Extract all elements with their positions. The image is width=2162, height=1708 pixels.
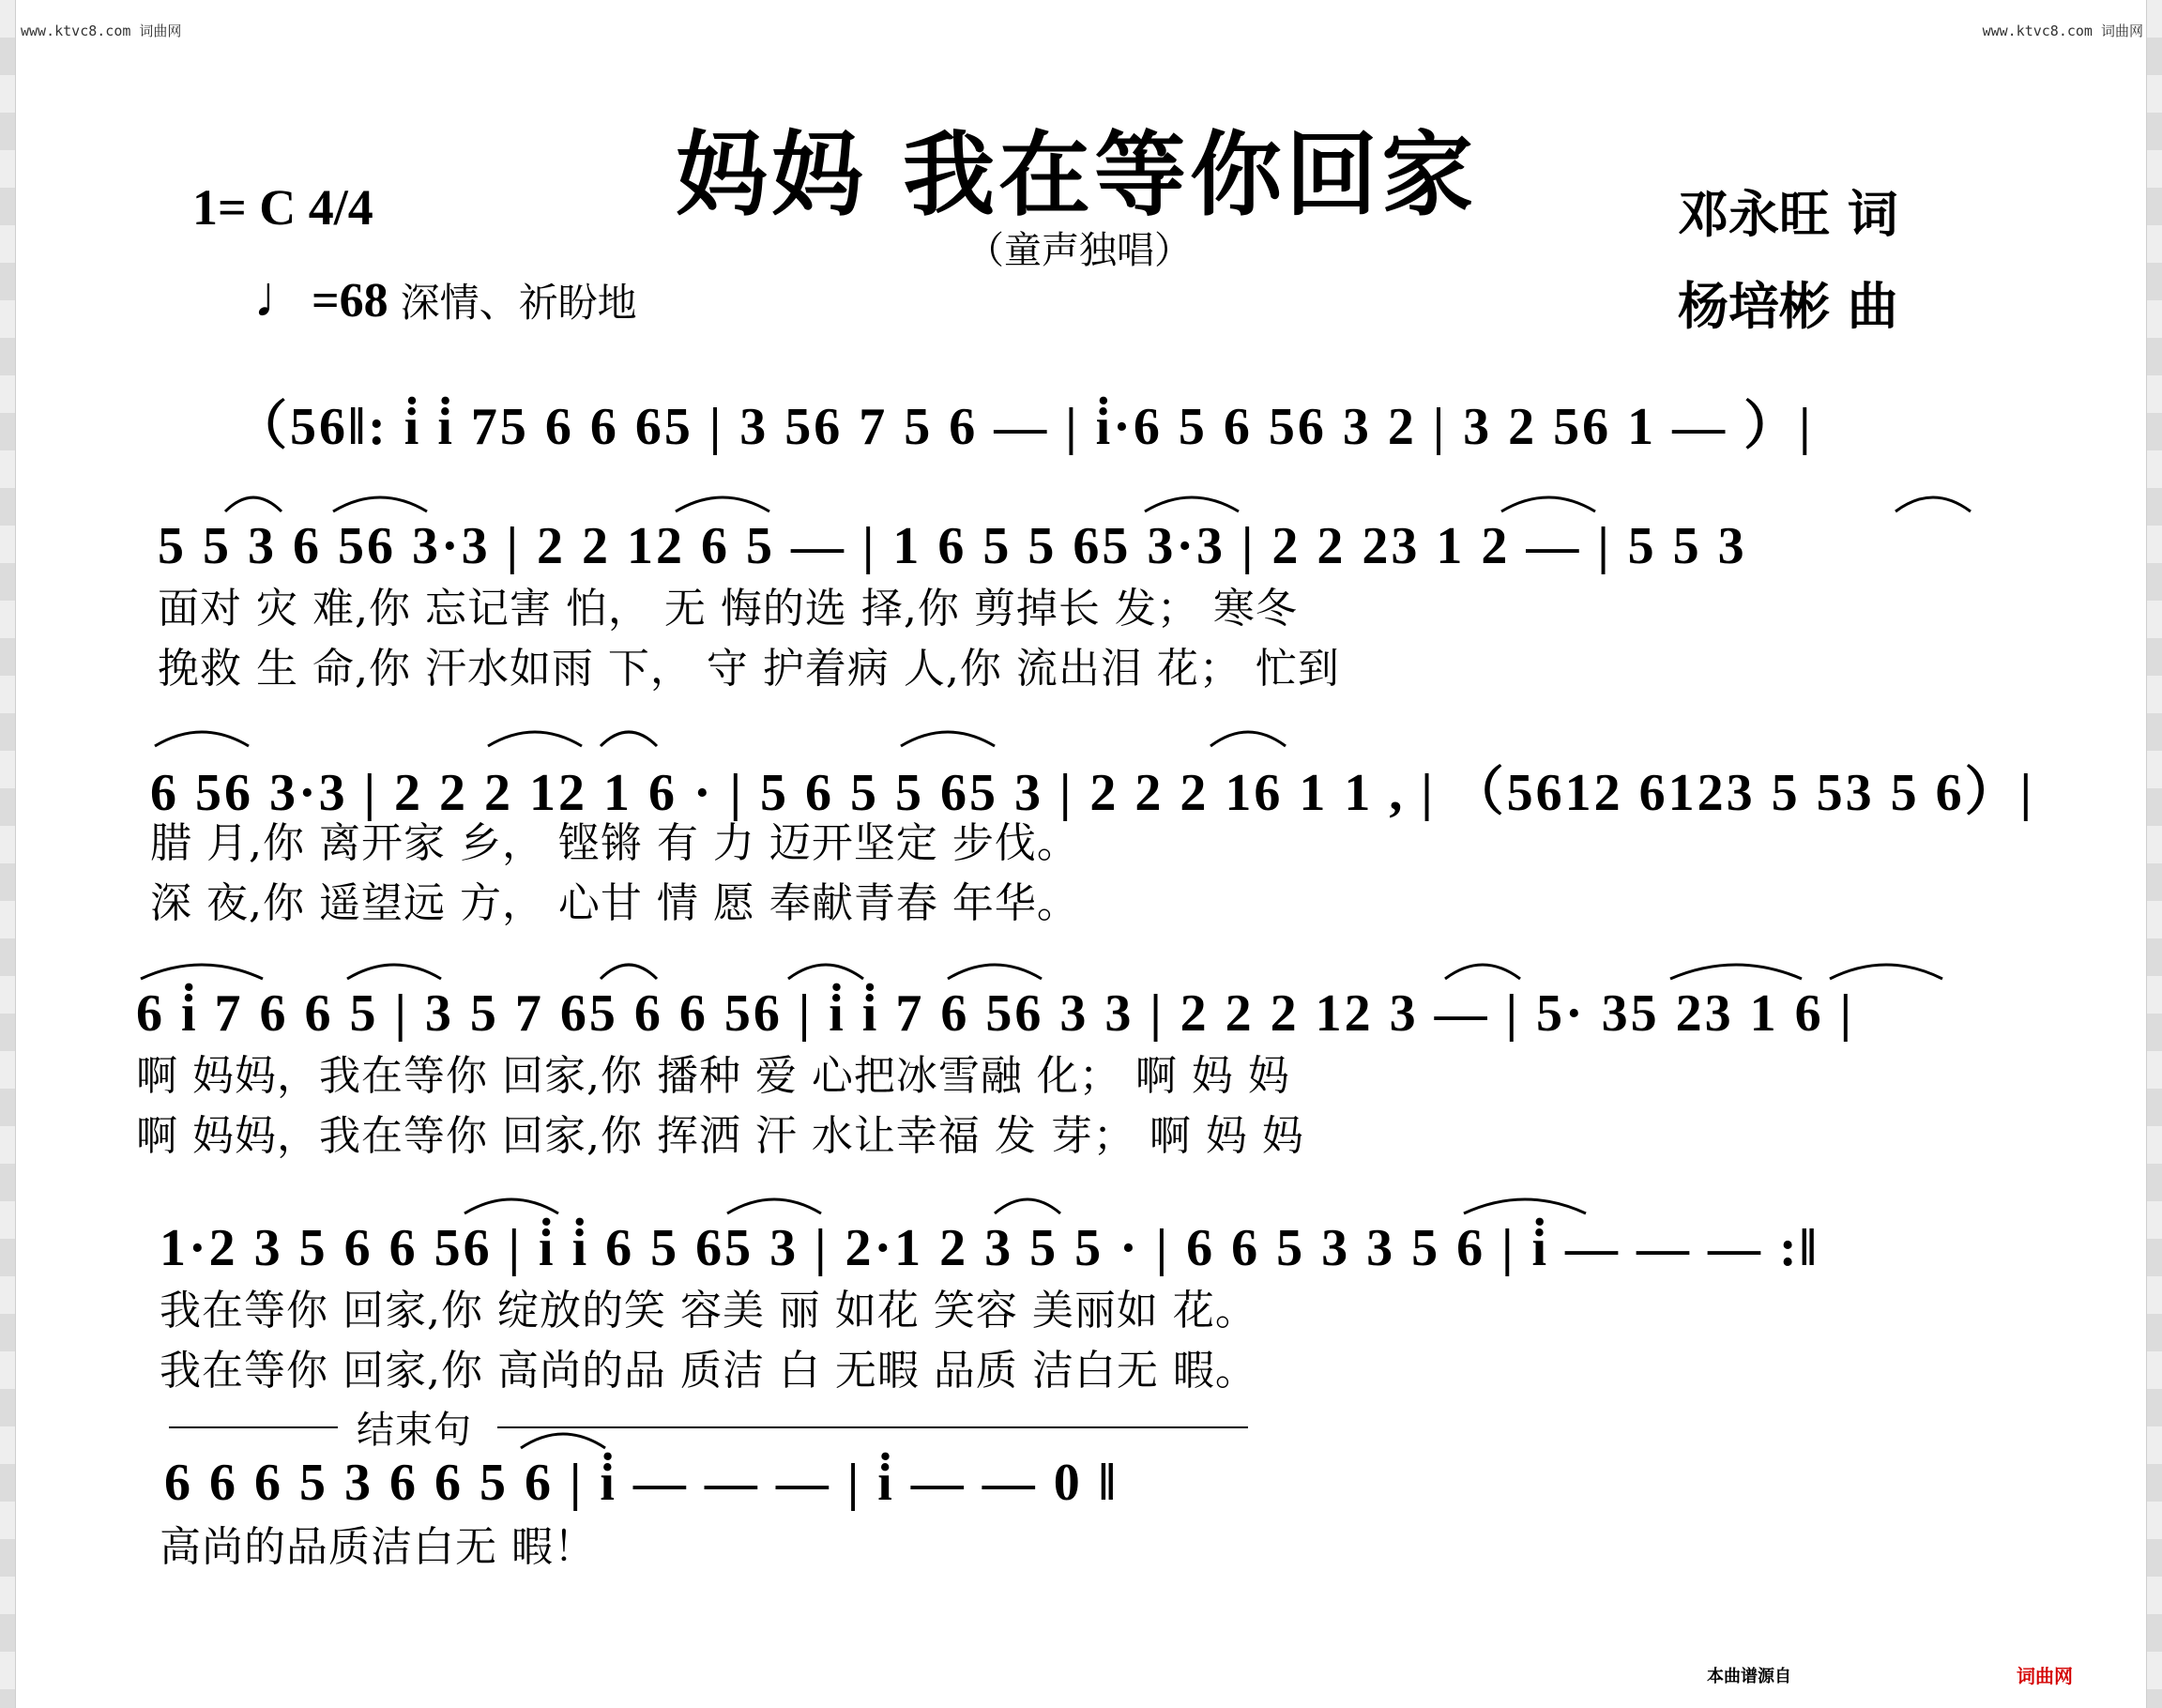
footer-source: 本曲谱源自 xyxy=(1707,1667,1791,1686)
line1-lyrics-verse2: 挽救 生 命,你 汗水如雨 下， 守 护着病 人,你 流出泪 花； 忙到 xyxy=(158,645,1340,693)
composer-credit: 杨培彬 曲 xyxy=(1678,276,1898,336)
ending-notes: 6 6 6 5 3 6 6 5 6 | i̇ — — — | i̇ — — 0 ‖ xyxy=(164,1454,1119,1512)
watermark-right: www.ktvc8.com 词曲网 xyxy=(1982,23,2143,39)
quarter-note-icon: ♩ xyxy=(253,266,312,329)
line1-lyrics-verse1: 面对 灾 难,你 忘记害 怕， 无 悔的选 择,你 剪掉长 发； 寒冬 xyxy=(158,585,1298,633)
ending-label: 结束句 xyxy=(357,1409,472,1452)
watermark-left: www.ktvc8.com 词曲网 xyxy=(21,23,182,39)
line2-lyrics-verse2: 深 夜,你 遥望远 方， 心甘 情 愿 奉献青春 年华。 xyxy=(150,879,1079,927)
line3-lyrics-verse2: 啊 妈妈，我在等你 回家,你 挥洒 汗 水让幸福 发 芽； 啊 妈 妈 xyxy=(136,1112,1304,1160)
line3-lyrics-verse1: 啊 妈妈，我在等你 回家,你 播种 爱 心把冰雪融 化； 啊 妈 妈 xyxy=(136,1052,1290,1100)
key-signature: 1= C 4/4 xyxy=(192,179,373,236)
line3-notes: 6 i̇ 7 6 6 5 | 3 5 7 65 6 6 56 | i̇ i̇ 7 6 56 3 3 | 2 2 2 12 3 — | 5· 35 23 1 6 | xyxy=(136,984,1855,1043)
line1-notes: 5 5 3 6 56 3·3 | 2 2 12 6 5 — | 1 6 5 5 65 3·3 | 2 2 23 1 2 — | 5 5 3 xyxy=(158,517,1747,575)
line2-notes: 6 56 3·3 | 2 2 2 12 1 6 · | 5 6 5 5 65 3 | 2 2 2 16 1 1 , | （5612 6123 5 53 5 6）| xyxy=(150,764,2035,822)
line4-lyrics-verse1: 我在等你 回家,你 绽放的笑 容美 丽 如花 笑容 美丽如 花。 xyxy=(160,1287,1257,1334)
tempo-value: =68 xyxy=(312,274,388,328)
ending-lyrics: 高尚的品质洁白无 暇！ xyxy=(160,1523,596,1571)
tempo-description: 深情、祈盼地 xyxy=(400,280,637,326)
line4-lyrics-verse2: 我在等你 回家,你 高尚的品 质洁 白 无暇 品质 洁白无 暇。 xyxy=(160,1347,1257,1395)
song-title: 妈妈 我在等你回家 xyxy=(676,121,1478,229)
song-subtitle: （童声独唱） xyxy=(967,229,1192,272)
intro-notes: （56‖: i̇ i̇ 75 6 6 65 | 3 56 7 5 6 — | i̇·6 5 6 56 3 2 | 3 2 56 1 — ）| xyxy=(235,398,1814,456)
footer-site[interactable]: 词曲网 xyxy=(2017,1665,2073,1687)
line2-lyrics-verse1: 腊 月,你 离开家 乡， 铿锵 有 力 迈开坚定 步伐。 xyxy=(150,819,1079,867)
lyricist-credit: 邓永旺 词 xyxy=(1678,184,1898,244)
line4-notes: 1·2 3 5 6 6 56 | i̇ i̇ 6 5 65 3 | 2·1 2 3 5 5 · | 6 6 5 3 3 5 6 | i̇ — — — :‖ xyxy=(160,1219,1819,1277)
